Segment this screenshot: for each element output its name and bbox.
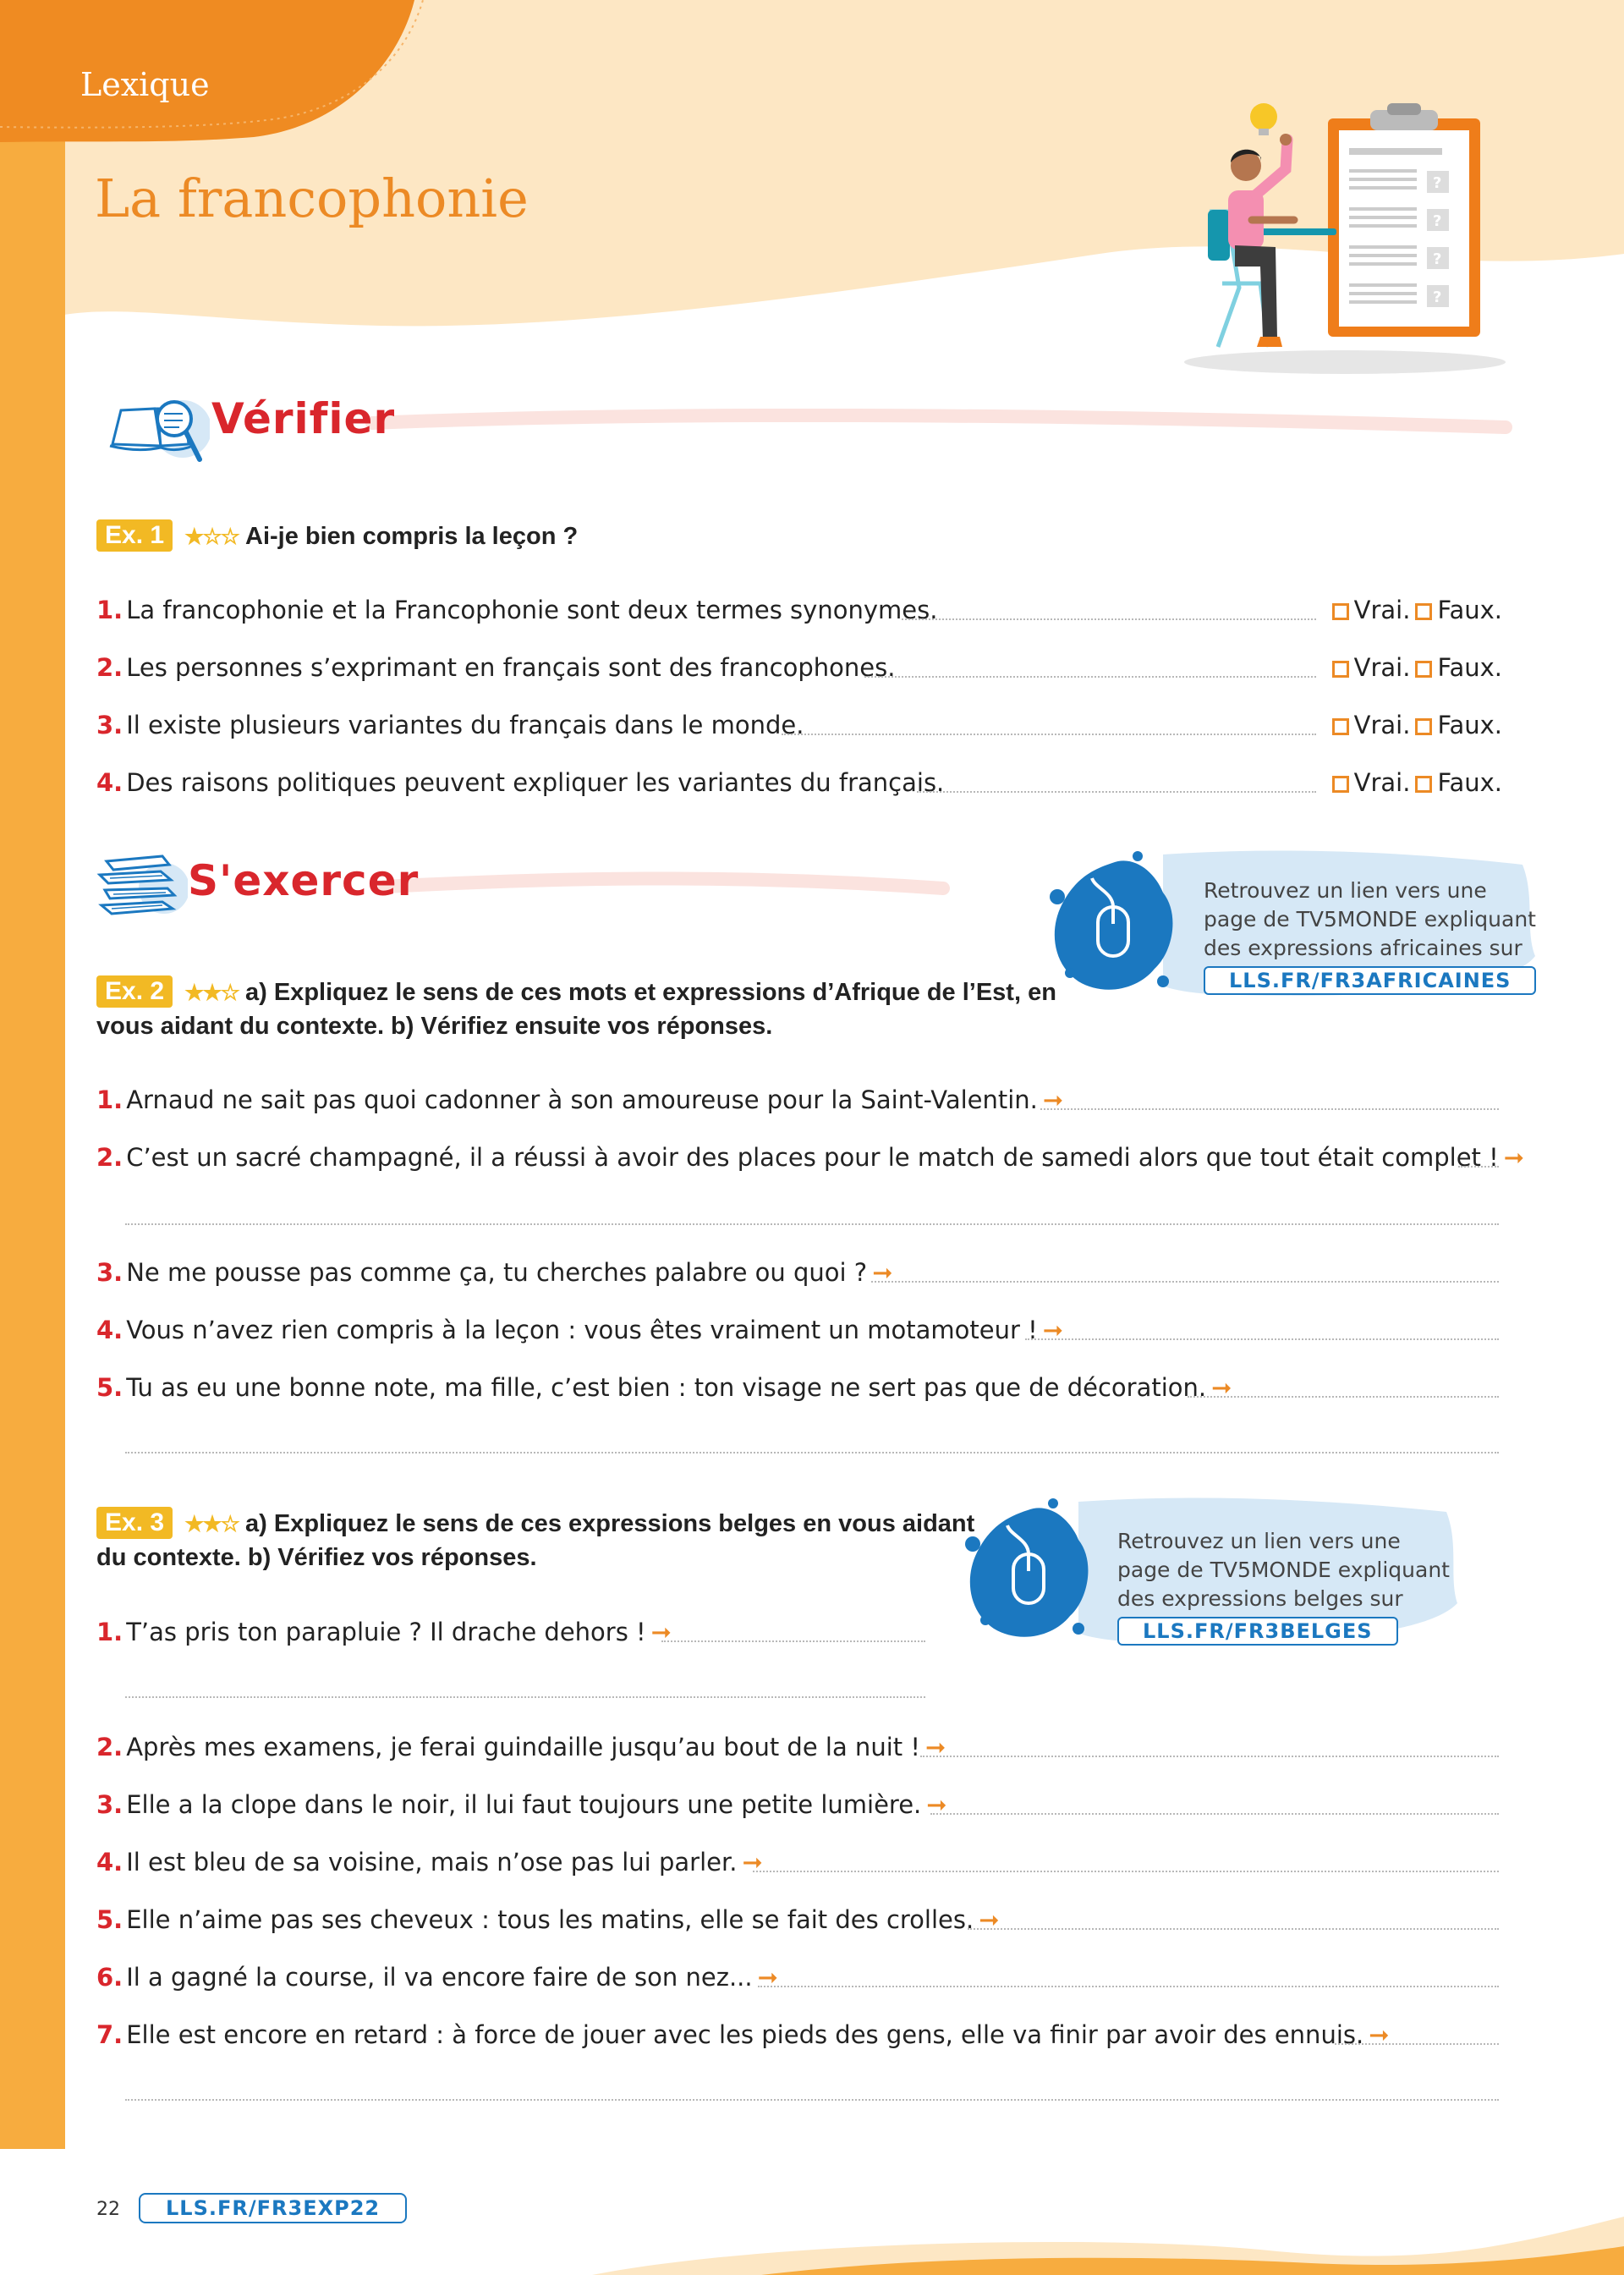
arrow-icon: ➞ xyxy=(1211,1373,1232,1402)
vrai-checkbox[interactable] xyxy=(1332,718,1349,735)
callout1 xyxy=(1204,876,1536,995)
svg-text:?: ? xyxy=(1433,288,1442,306)
item-text: Elle n’aime pas ses cheveux : tous les matins, elle se fait des crolles. xyxy=(126,1905,974,1934)
ex2-item-4 xyxy=(96,1313,1063,1347)
faux-checkbox[interactable] xyxy=(1415,661,1432,678)
vrai-checkbox[interactable] xyxy=(1332,661,1349,678)
ex1-title: Ai-je bien compris la leçon ? xyxy=(245,523,579,550)
item-text: T’as pris ton parapluie ? Il drache dehors ! xyxy=(126,1618,646,1646)
ex1-item-2 xyxy=(96,651,895,684)
ex3-item-7 xyxy=(96,2018,1390,2052)
ex1-item-2-choices xyxy=(1327,651,1502,684)
vrai-label: Vrai. xyxy=(1353,711,1411,739)
item-number: 2. xyxy=(96,1143,123,1172)
item-text: Il est bleu de sa voisine, mais n’ose pas lui parler. xyxy=(126,1848,738,1877)
answer-dotted-line xyxy=(902,618,1316,620)
faux-label: Faux. xyxy=(1437,653,1502,682)
page-number: 22 xyxy=(96,2199,120,2220)
faux-label: Faux. xyxy=(1437,596,1502,624)
answer-dotted-line xyxy=(782,734,1316,735)
answer-dotted-line[interactable] xyxy=(968,1928,1499,1930)
callout1-line2: page de TV5MONDE expliquant xyxy=(1204,907,1536,931)
ex2-header xyxy=(96,975,1056,1043)
ex1-header xyxy=(96,519,578,553)
item-text: Les personnes s’exprimant en français sont des francophones. xyxy=(126,653,896,682)
answer-dotted-line xyxy=(917,791,1316,793)
verifier-underline xyxy=(372,415,1506,427)
vrai-label: Vrai. xyxy=(1353,596,1411,624)
item-text: Il existe plusieurs variantes du français dans le monde. xyxy=(126,711,804,739)
arrow-icon: ➞ xyxy=(650,1618,672,1646)
item-number: 3. xyxy=(96,1258,123,1287)
answer-dotted-line[interactable] xyxy=(1458,1166,1499,1168)
callout1-link[interactable]: LLS.FR/FR3AFRICAINES xyxy=(1204,966,1536,995)
ex3-item-5 xyxy=(96,1903,1000,1937)
ex1-item-1 xyxy=(96,593,937,627)
vrai-checkbox[interactable] xyxy=(1332,603,1349,620)
item-number: 2. xyxy=(96,1733,123,1761)
answer-dotted-line[interactable] xyxy=(661,1640,925,1642)
vrai-label: Vrai. xyxy=(1353,653,1411,682)
answer-dotted-line[interactable] xyxy=(125,1452,1499,1453)
item-text: Il a gagné la course, il va encore faire de son nez... xyxy=(126,1963,753,1992)
callout1-line3: des expressions africaines sur xyxy=(1204,936,1522,960)
ex1-item-1-choices xyxy=(1327,593,1502,627)
ex3-item-2 xyxy=(96,1730,946,1764)
item-text: Elle est encore en retard : à force de jouer avec les pieds des gens, elle va finir par avoir des ennuis. xyxy=(126,2020,1364,2049)
ex3-item-6 xyxy=(96,1960,778,1994)
stacked-books-icon xyxy=(95,846,188,922)
item-text: Ne me pousse pas comme ça, tu cherches palabre ou quoi ? xyxy=(126,1258,868,1287)
callout2-link[interactable]: LLS.FR/FR3BELGES xyxy=(1117,1617,1398,1646)
answer-dotted-line[interactable] xyxy=(1040,1108,1499,1110)
faux-checkbox[interactable] xyxy=(1415,718,1432,735)
ex1-item-3 xyxy=(96,708,804,742)
item-number: 5. xyxy=(96,1373,123,1402)
item-number: 6. xyxy=(96,1963,123,1992)
arrow-icon: ➞ xyxy=(1042,1085,1064,1114)
ex1-badge: Ex. 1 xyxy=(96,519,173,552)
item-text: Arnaud ne sait pas quoi cadonner à son amoureuse pour la Saint-Valentin. xyxy=(126,1085,1038,1114)
ex3-badge: Ex. 3 xyxy=(96,1507,173,1539)
ex2-item-2 xyxy=(96,1140,1524,1174)
answer-dotted-line[interactable] xyxy=(125,1223,1499,1225)
answer-dotted-line[interactable] xyxy=(753,1871,1499,1872)
item-number: 3. xyxy=(96,711,123,739)
item-text: Vous n’avez rien compris à la leçon : vous êtes vraiment un motamoteur ! xyxy=(126,1316,1038,1344)
ex1-item-4-choices xyxy=(1327,766,1502,800)
answer-dotted-line[interactable] xyxy=(1025,1338,1499,1340)
faux-checkbox[interactable] xyxy=(1415,776,1432,793)
arrow-icon: ➞ xyxy=(872,1258,893,1287)
item-number: 1. xyxy=(96,1085,123,1114)
faux-label: Faux. xyxy=(1437,711,1502,739)
item-number: 7. xyxy=(96,2020,123,2049)
ex2-badge: Ex. 2 xyxy=(96,975,173,1008)
item-number: 4. xyxy=(96,768,123,797)
verifier-heading: Vérifier xyxy=(211,394,396,443)
answer-dotted-line[interactable] xyxy=(125,1696,925,1698)
arrow-icon: ➞ xyxy=(926,1790,947,1819)
ex2-item-3 xyxy=(96,1256,893,1289)
item-text: Des raisons politiques peuvent expliquer les variantes du français. xyxy=(126,768,945,797)
arrow-icon: ➞ xyxy=(1369,2020,1390,2049)
arrow-icon: ➞ xyxy=(924,1733,946,1761)
ex2-title-line1: a) Expliquez le sens de ces mots et expressions d’Afrique de l’Est, en xyxy=(245,979,1056,1006)
callout2-line3: des expressions belges sur xyxy=(1117,1586,1403,1611)
answer-dotted-line[interactable] xyxy=(1188,1396,1499,1398)
ex2-title-line2: vous aidant du contexte. b) Vérifiez ensuite vos réponses. xyxy=(96,1013,773,1040)
item-number: 1. xyxy=(96,1618,123,1646)
item-text: Tu as eu une bonne note, ma fille, c’est bien : ton visage ne sert pas que de décoration. xyxy=(126,1373,1207,1402)
ex3-item-1 xyxy=(96,1615,672,1649)
faux-checkbox[interactable] xyxy=(1415,603,1432,620)
callout2-line2: page de TV5MONDE expliquant xyxy=(1117,1558,1450,1582)
ex1-item-4 xyxy=(96,766,944,800)
answer-dotted-line[interactable] xyxy=(758,1986,1499,1987)
vrai-label: Vrai. xyxy=(1353,768,1411,797)
arrow-icon: ➞ xyxy=(1042,1316,1064,1344)
ex3-item-3 xyxy=(96,1788,947,1822)
vrai-checkbox[interactable] xyxy=(1332,776,1349,793)
answer-dotted-line xyxy=(864,676,1316,678)
ex2-item-1 xyxy=(96,1083,1063,1117)
callout2-line1: Retrouvez un lien vers une xyxy=(1117,1529,1401,1553)
answer-dotted-line[interactable] xyxy=(871,1281,1499,1283)
answer-dotted-line[interactable] xyxy=(930,1813,1499,1815)
ex3-item-4 xyxy=(96,1845,763,1879)
faux-label: Faux. xyxy=(1437,768,1502,797)
page-title: La francophonie xyxy=(95,168,529,229)
item-number: 2. xyxy=(96,653,123,682)
sexercer-heading: S'exercer xyxy=(188,856,420,905)
answer-dotted-line[interactable] xyxy=(125,2099,1499,2101)
item-number: 3. xyxy=(96,1790,123,1819)
item-text: C’est un sacré champagné, il a réussi à avoir des places pour le match de samedi alors que tout était complet ! xyxy=(126,1143,1499,1172)
ex3-title-line2: du contexte. b) Vérifiez vos réponses. xyxy=(96,1544,537,1571)
item-text: Après mes examens, je ferai guindaille jusqu’au bout de la nuit ! xyxy=(126,1733,920,1761)
item-number: 5. xyxy=(96,1905,123,1934)
footer-link[interactable]: LLS.FR/FR3EXP22 xyxy=(139,2193,407,2223)
callout1-line1: Retrouvez un lien vers une xyxy=(1204,878,1487,903)
arrow-icon: ➞ xyxy=(979,1905,1000,1934)
item-text: Elle a la clope dans le noir, il lui faut toujours une petite lumière. xyxy=(126,1790,922,1819)
item-number: 4. xyxy=(96,1316,123,1344)
ex2-difficulty-stars: ★★☆ xyxy=(184,980,239,1005)
arrow-icon: ➞ xyxy=(742,1848,763,1877)
ex1-item-3-choices xyxy=(1327,708,1502,742)
section-tag: Lexique xyxy=(80,66,210,103)
svg-text:?: ? xyxy=(1433,174,1442,192)
item-text: La francophonie et la Francophonie sont deux termes synonymes. xyxy=(126,596,938,624)
ex3-title-line1: a) Expliquez le sens de ces expressions belges en vous aidant xyxy=(245,1510,975,1537)
arrow-icon: ➞ xyxy=(757,1963,778,1992)
answer-dotted-line[interactable] xyxy=(1335,2043,1499,2045)
ex1-difficulty-stars: ★☆☆ xyxy=(184,524,239,549)
item-number: 1. xyxy=(96,596,123,624)
svg-text:?: ? xyxy=(1433,212,1442,230)
book-magnifier-icon xyxy=(108,385,210,470)
arrow-icon: ➞ xyxy=(1503,1143,1525,1172)
svg-text:?: ? xyxy=(1433,250,1442,268)
ex3-header xyxy=(96,1507,974,1574)
callout2 xyxy=(1117,1527,1450,1646)
ex3-difficulty-stars: ★★☆ xyxy=(184,1511,239,1536)
sexercer-underline xyxy=(385,878,943,888)
quiz-illustration xyxy=(1176,93,1514,381)
item-number: 4. xyxy=(96,1848,123,1877)
answer-dotted-line[interactable] xyxy=(920,1756,1499,1757)
ex2-item-5 xyxy=(96,1371,1232,1404)
left-orange-band xyxy=(0,118,65,2149)
